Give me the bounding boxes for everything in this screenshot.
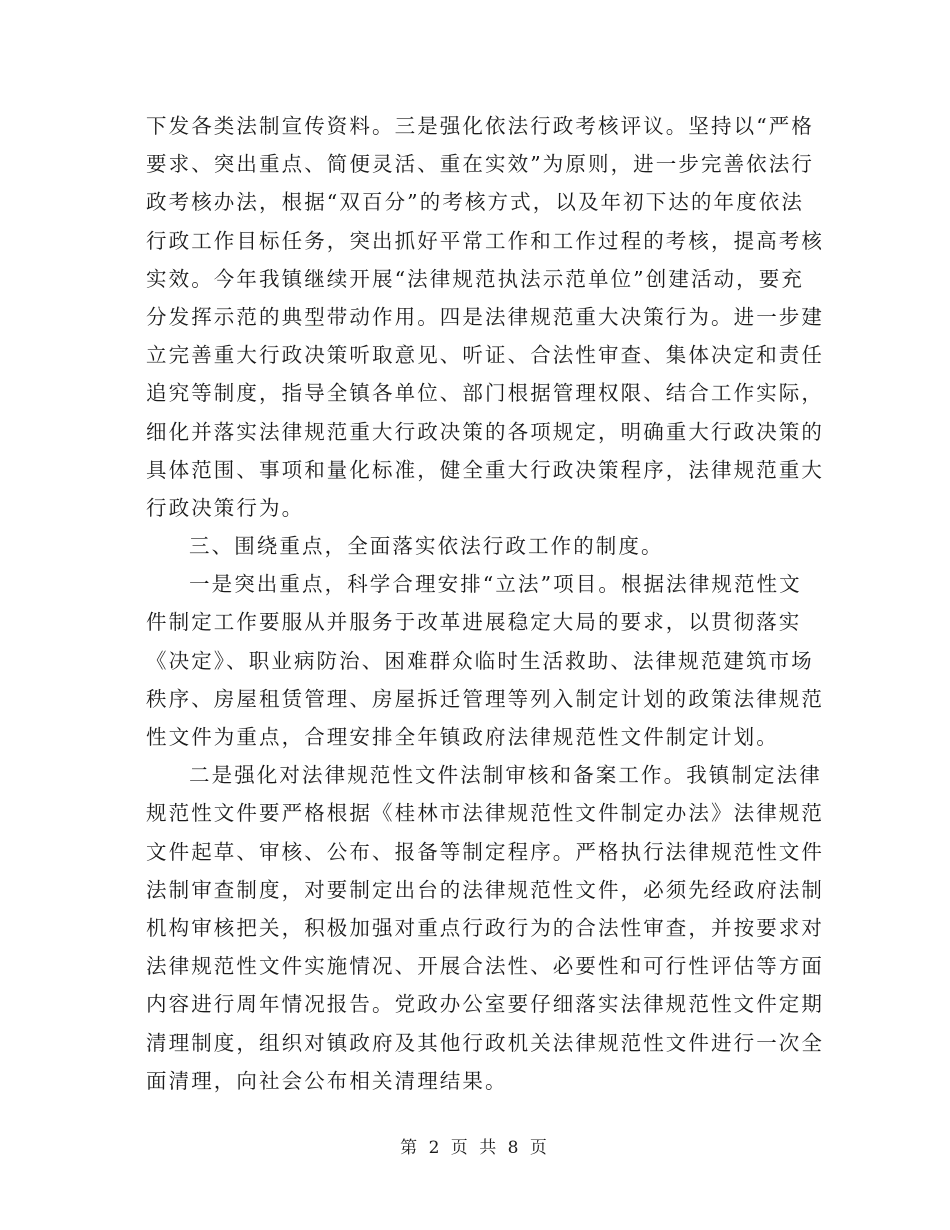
text-line: 细化并落实法律规范重大行政决策的各项规定，明确重大行政决策的 [146,419,824,444]
text-line: 实效。今年我镇继续开展“法律规范执法示范单位”创建活动，要充 [146,266,804,291]
text-line: 性文件为重点，合理安排全年镇政府法律规范性文件制定计划。 [146,725,779,749]
text-line: 追究等制度，指导全镇各单位、部门根据管理权限、结合工作实际， [146,381,824,406]
text-line: 法律规范性文件实施情况、开展合法性、必要性和可行性评估等方面 [146,954,824,979]
text-line: 具体范围、事项和量化标准，健全重大行政决策程序，法律规范重大 [146,457,824,482]
text-line: 面清理，向社会公布相关清理结果。 [146,1068,508,1093]
text-line: 《决定》、职业病防治、困难群众临时生活救助、法律规范建筑市场 [146,648,814,673]
text-line: 要求、突出重点、简便灵活、重在实效”为原则，进一步完善依法行 [146,152,814,177]
text-line: 文件起草、审核、公布、报备等制定程序。严格执行法律规范性文件 [146,839,824,864]
text-line: 清理制度，组织对镇政府及其他行政机关法律规范性文件进行一次全 [146,1030,824,1055]
page-number-footer: 第 2 页 共 8 页 [400,1138,550,1158]
text-line: 下发各类法制宣传资料。三是强化依法行政考核评议。坚持以“严格 [146,114,814,138]
text-line: 行政决策行为。 [146,495,305,520]
text-line: 法制审查制度，对要制定出台的法律规范性文件，必须先经政府法制 [146,877,824,902]
paragraph-start: 一是突出重点，科学合理安排“立法”项目。根据法律规范性文 [189,572,802,597]
text-line: 秩序、房屋租赁管理、房屋拆迁管理等列入制定计划的政策法律规范 [146,686,824,711]
document-body [146,107,824,1100]
text-line: 机构审核把关，积极加强对重点行政行为的合法性审查，并按要求对 [146,915,824,940]
paragraph-start: 二是强化对法律规范性文件法制审核和备案工作。我镇制定法律 [189,763,822,788]
section-heading: 三、围绕重点，全面落实依法行政工作的制度。 [189,534,664,559]
text-line: 分发挥示范的典型带动作用。四是法律规范重大决策行为。进一步建 [146,304,824,329]
text-line: 内容进行周年情况报告。党政办公室要仔细落实法律规范性文件定期 [146,992,824,1017]
text-line: 件制定工作要服从并服务于改革进展稳定大局的要求，以贯彻落实 [146,610,802,635]
text-line: 规范性文件要严格根据《桂林市法律规范性文件制定办法》法律规范 [146,801,824,826]
text-line: 立完善重大行政决策听取意见、听证、合法性审查、集体决定和责任 [146,343,824,368]
text-line: 政考核办法，根据“双百分”的考核方式，以及年初下达的年度依法 [146,190,804,215]
text-line: 行政工作目标任务，突出抓好平常工作和工作过程的考核，提高考核 [146,228,824,253]
